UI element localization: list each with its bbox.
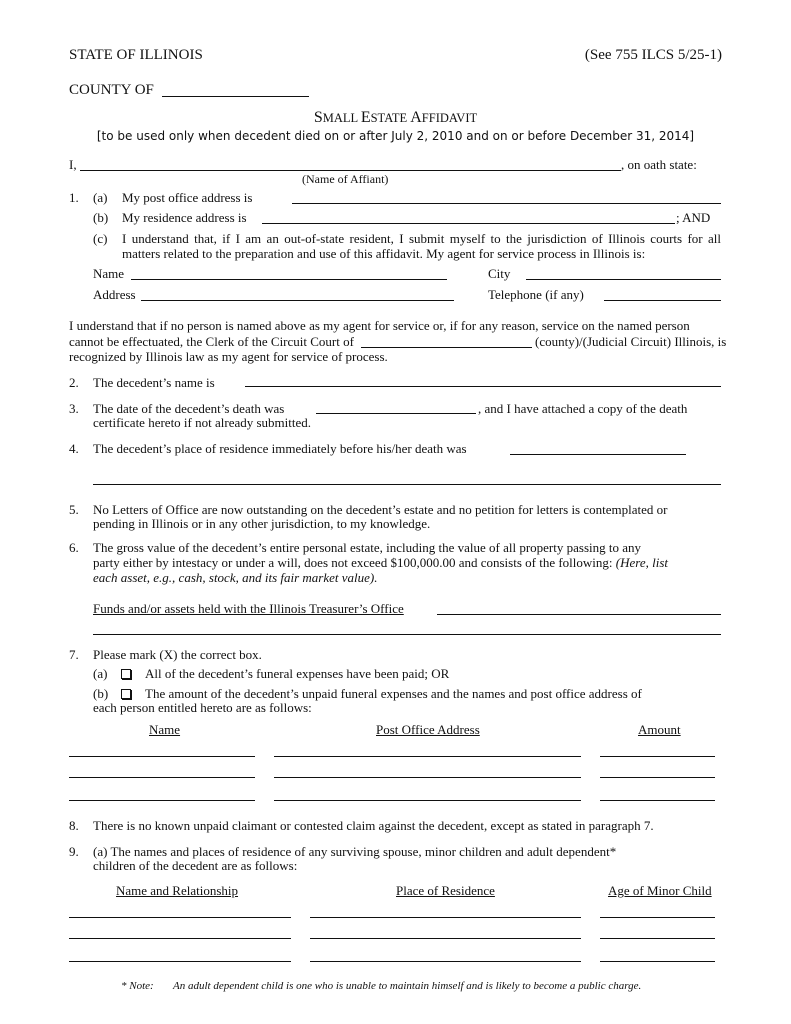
- residence-address-field[interactable]: [262, 223, 675, 224]
- form-title: SMALL ESTATE AFFIDAVIT: [313, 109, 478, 126]
- section-1b-label: (b): [93, 210, 109, 225]
- section-8-number: 8.: [69, 818, 79, 833]
- mark-box-instruction: Please mark (X) the correct box.: [93, 647, 262, 662]
- col-header-name: Name: [149, 722, 181, 737]
- post-office-address-label: My post office address is: [122, 190, 253, 205]
- agent-name-field[interactable]: [131, 279, 447, 280]
- survivor-name-field-3[interactable]: [69, 961, 291, 962]
- no-claims-text: There is no known unpaid claimant or contested claim against the decedent, except as stated in paragraph 7.: [93, 818, 654, 833]
- claimant-name-field-1[interactable]: [69, 756, 255, 757]
- section-4-number: 4.: [69, 441, 79, 456]
- funeral-unpaid-checkbox[interactable]: [121, 689, 131, 699]
- survivor-residence-field-2[interactable]: [310, 938, 581, 939]
- survivor-residence-field-3[interactable]: [310, 961, 581, 962]
- gross-value-line-1: The gross value of the decedent’s entire personal estate, including the value of all property passing to any: [93, 540, 641, 555]
- section-7a-label: (a): [93, 666, 108, 681]
- claimant-amount-field-2[interactable]: [600, 777, 715, 778]
- section-1a-label: (a): [93, 190, 108, 205]
- survivors-line-1: (a) The names and places of residence of any surviving spouse, minor children and adult dependent*: [93, 844, 617, 859]
- funeral-unpaid-text: The amount of the decedent’s unpaid funeral expenses and the names and post office address of: [145, 686, 642, 701]
- agent-telephone-field[interactable]: [604, 300, 721, 301]
- claimant-name-field-3[interactable]: [69, 800, 255, 801]
- agent-address-label: Address: [93, 287, 136, 302]
- claimant-address-field-3[interactable]: [274, 800, 581, 801]
- residence-before-death-label: The decedent’s place of residence immediately before his/her death was: [93, 441, 467, 456]
- claimant-name-field-2[interactable]: [69, 777, 255, 778]
- agent-city-label: City: [488, 266, 511, 281]
- and-text: ; AND: [676, 210, 711, 225]
- claimant-address-field-2[interactable]: [274, 777, 581, 778]
- affiant-name-field[interactable]: [80, 170, 621, 171]
- estate-assets-field-2[interactable]: [93, 634, 721, 635]
- funeral-paid-checkbox[interactable]: [121, 669, 131, 679]
- treasurer-funds-text: Funds and/or assets held with the Illinois Treasurer’s Office: [93, 601, 404, 616]
- letters-of-office-line-1: No Letters of Office are now outstanding on the decedent’s estate and no petition for letters is contemplated or: [93, 502, 668, 517]
- section-3-number: 3.: [69, 401, 79, 416]
- agent-para-line-3: recognized by Illinois law as my agent for service of process.: [69, 349, 388, 364]
- estate-assets-field-1[interactable]: [437, 614, 721, 615]
- footnote-label: * Note:: [121, 980, 154, 992]
- section-9-number: 9.: [69, 844, 79, 859]
- county-field[interactable]: [162, 96, 309, 97]
- col-header-place-of-residence: Place of Residence: [396, 883, 495, 898]
- residence-before-death-field[interactable]: [510, 454, 686, 455]
- agent-address-field[interactable]: [141, 300, 454, 301]
- death-date-text-c: certificate hereto if not already submitted.: [93, 415, 312, 430]
- survivors-line-2: children of the decedent are as follows:: [93, 858, 298, 873]
- section-6-number: 6.: [69, 540, 79, 555]
- section-1-number: 1.: [69, 190, 79, 205]
- affiant-i: I,: [69, 157, 77, 172]
- section-2-number: 2.: [69, 375, 79, 390]
- claimant-amount-field-1[interactable]: [600, 756, 715, 757]
- decedent-name-field[interactable]: [245, 386, 721, 387]
- death-date-text-b: , and I have attached a copy of the death: [478, 401, 688, 416]
- county-label: COUNTY OF: [69, 82, 154, 98]
- circuit-court-county-field[interactable]: [361, 347, 532, 348]
- death-date-label: The date of the decedent’s death was: [93, 401, 285, 416]
- residence-before-death-field-2[interactable]: [93, 484, 721, 485]
- funeral-unpaid-text-2: each person entitled hereto are as follows:: [93, 700, 312, 715]
- claimant-address-field-1[interactable]: [274, 756, 581, 757]
- survivor-age-field-1[interactable]: [600, 917, 715, 918]
- death-date-field[interactable]: [316, 413, 476, 414]
- col-header-name-relationship: Name and Relationship: [116, 883, 239, 898]
- survivor-age-field-2[interactable]: [600, 938, 715, 939]
- agent-city-field[interactable]: [526, 279, 721, 280]
- gross-value-line-2: party either by intestacy or under a will, does not exceed $100,000.00 and consists of the following: (Here, list: [93, 555, 669, 570]
- claimant-amount-field-3[interactable]: [600, 800, 715, 801]
- section-7-number: 7.: [69, 647, 79, 662]
- statute-reference: (See 755 ILCS 5/25-1): [584, 47, 722, 63]
- survivor-age-field-3[interactable]: [600, 961, 715, 962]
- section-5-number: 5.: [69, 502, 79, 517]
- funeral-paid-text: All of the decedent’s funeral expenses have been paid; OR: [145, 666, 450, 681]
- decedent-name-label: The decedent’s name is: [93, 375, 215, 390]
- survivor-residence-field-1[interactable]: [310, 917, 581, 918]
- agent-telephone-label: Telephone (if any): [488, 287, 584, 302]
- agent-para-line-2b: (county)/(Judicial Circuit) Illinois, is: [535, 334, 727, 349]
- post-office-address-field[interactable]: [292, 203, 721, 204]
- footnote-text: An adult dependent child is one who is unable to maintain himself and is likely to become a public charge.: [173, 980, 642, 992]
- agent-para-line-1: I understand that if no person is named above as my agent for service or, if for any reason, service on the named person: [69, 318, 690, 333]
- col-header-amount: Amount: [638, 722, 681, 737]
- survivor-name-field-2[interactable]: [69, 938, 291, 939]
- section-1c-label: (c): [93, 231, 108, 246]
- oath-text: , on oath state:: [621, 157, 697, 172]
- jurisdiction-text: I understand that, if I am an out-of-state resident, I submit myself to the jurisdiction of Illinois courts for all matters related to the preparation and use of this affidavit. My agent for service process in Illinois is:: [122, 231, 721, 261]
- col-header-age-minor-child: Age of Minor Child: [608, 883, 712, 898]
- survivor-name-field-1[interactable]: [69, 917, 291, 918]
- agent-para-line-2a: cannot be effectuated, the Clerk of the Circuit Court of: [69, 334, 354, 349]
- state-heading: STATE OF ILLINOIS: [69, 47, 203, 63]
- gross-value-line-3: each asset, e.g., cash, stock, and its fair market value).: [93, 570, 378, 585]
- section-7b-label: (b): [93, 686, 109, 701]
- affiant-name-caption: (Name of Affiant): [302, 172, 389, 186]
- residence-address-label: My residence address is: [122, 210, 247, 225]
- col-header-post-office-address: Post Office Address: [376, 722, 480, 737]
- agent-name-label: Name: [93, 266, 125, 281]
- letters-of-office-line-2: pending in Illinois or in any other jurisdiction, to my knowledge.: [93, 516, 431, 531]
- form-subtitle: [to be used only when decedent died on or after July 2, 2010 and on or before December 31, 2014]: [96, 129, 695, 143]
